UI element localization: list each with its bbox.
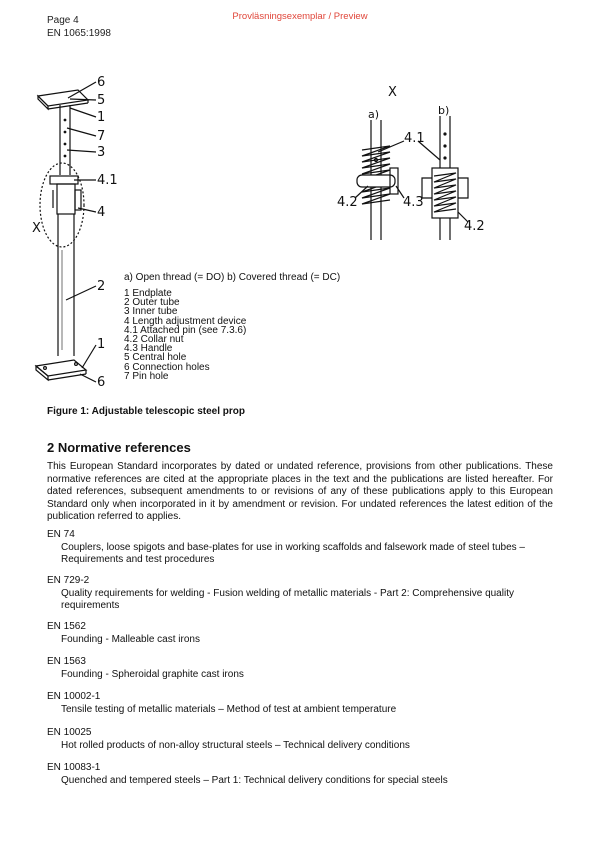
section-paragraph: This European Standard incorporates by dated or undated reference, provisions from other publications. These normative references are cited at the appropriate places in the text and the publications are listed hereafter. For dated references, subsequent amendments to or revisions of any of these publications apply to this European Standard only when incorporated in it by amendment or revision. For undated references the latest edition of the publication referred to applies. [47,461,553,522]
reference-item [47,656,553,681]
page-number: Page 4 [47,15,79,26]
label-x-detail: X [388,85,397,100]
legend-item: 3 Inner tube [124,306,178,318]
label-b: b) [438,104,450,117]
label-6-top: 6 [97,75,106,90]
label-4: 4 [97,205,106,220]
label-3: 3 [97,145,106,160]
reference-code: EN 10025 [47,727,92,738]
reference-item [47,575,553,613]
reference-code: EN 1562 [47,621,86,632]
reference-title: Founding - Spheroidal graphite cast irons [61,668,244,680]
preview-watermark: Provläsningsexemplar / Preview [232,11,368,22]
standard-number: EN 1065:1998 [47,28,111,39]
reference-item [47,762,553,787]
reference-item [47,529,553,567]
label-5: 5 [97,93,106,108]
legend-item: 7 Pin hole [124,370,169,382]
legend-item: 4 Length adjustment device [124,315,247,327]
reference-title: Quality requirements for welding - Fusion welding of metallic materials - Part 2: Comprehensive quality requirements [61,587,514,611]
detail-b-drawing [418,116,468,240]
figure-title: Figure 1: Adjustable telescopic steel prop [47,406,246,417]
label-4-1-detail: 4.1 [404,131,425,146]
reference-item [47,621,553,646]
legend-item: 4.1 Attached pin (see 7.3.6) [124,324,247,336]
label-x-left: X [32,221,41,236]
label-6-bottom: 6 [97,375,106,390]
legend-item: 5 Central hole [124,352,187,364]
figure-legend [124,289,246,381]
reference-title: Quenched and tempered steels – Part 1: Technical delivery conditions for special steels [61,774,448,786]
label-7: 7 [97,129,106,144]
label-2: 2 [97,279,106,294]
label-a: a) [368,108,380,121]
reference-item [47,691,553,716]
label-4-1-left: 4.1 [97,173,118,188]
label-1-top: 1 [97,110,106,125]
legend-item: 1 Endplate [124,288,172,299]
section-title: 2 Normative references [47,440,191,455]
reference-title: Hot rolled products of non-alloy structural steels – Technical delivery conditions [61,739,410,751]
prop-figure [0,60,600,400]
reference-item [47,727,553,752]
reference-code: EN 10083-1 [47,762,101,773]
reference-title: Founding - Malleable cast irons [61,633,200,645]
figure-labels [32,75,485,390]
legend-item: 4.3 Handle [124,343,173,355]
reference-code: EN 10002-1 [47,691,101,702]
reference-code: EN 74 [47,529,75,540]
legend-item: 2 Outer tube [124,297,180,309]
legend-item: 4.2 Collar nut [124,334,184,346]
detail-caption: a) Open thread (= DO) b) Covered thread (= DC) [124,272,341,283]
label-1-bottom: 1 [97,337,106,352]
label-4-2-b: 4.2 [464,219,485,234]
legend-item: 6 Connection holes [124,361,210,373]
prop-drawing [36,82,96,382]
reference-code: EN 1563 [47,656,86,667]
reference-code: EN 729-2 [47,575,90,586]
label-4-3: 4.3 [403,195,424,210]
reference-title: Couplers, loose spigots and base-plates for use in working scaffolds and falsework made of steel tubes – Requirements and test procedures [61,541,525,565]
detail-a-drawing [355,120,404,240]
label-4-2-a: 4.2 [337,195,358,210]
reference-title: Tensile testing of metallic materials – Method of test at ambient temperature [61,703,397,715]
